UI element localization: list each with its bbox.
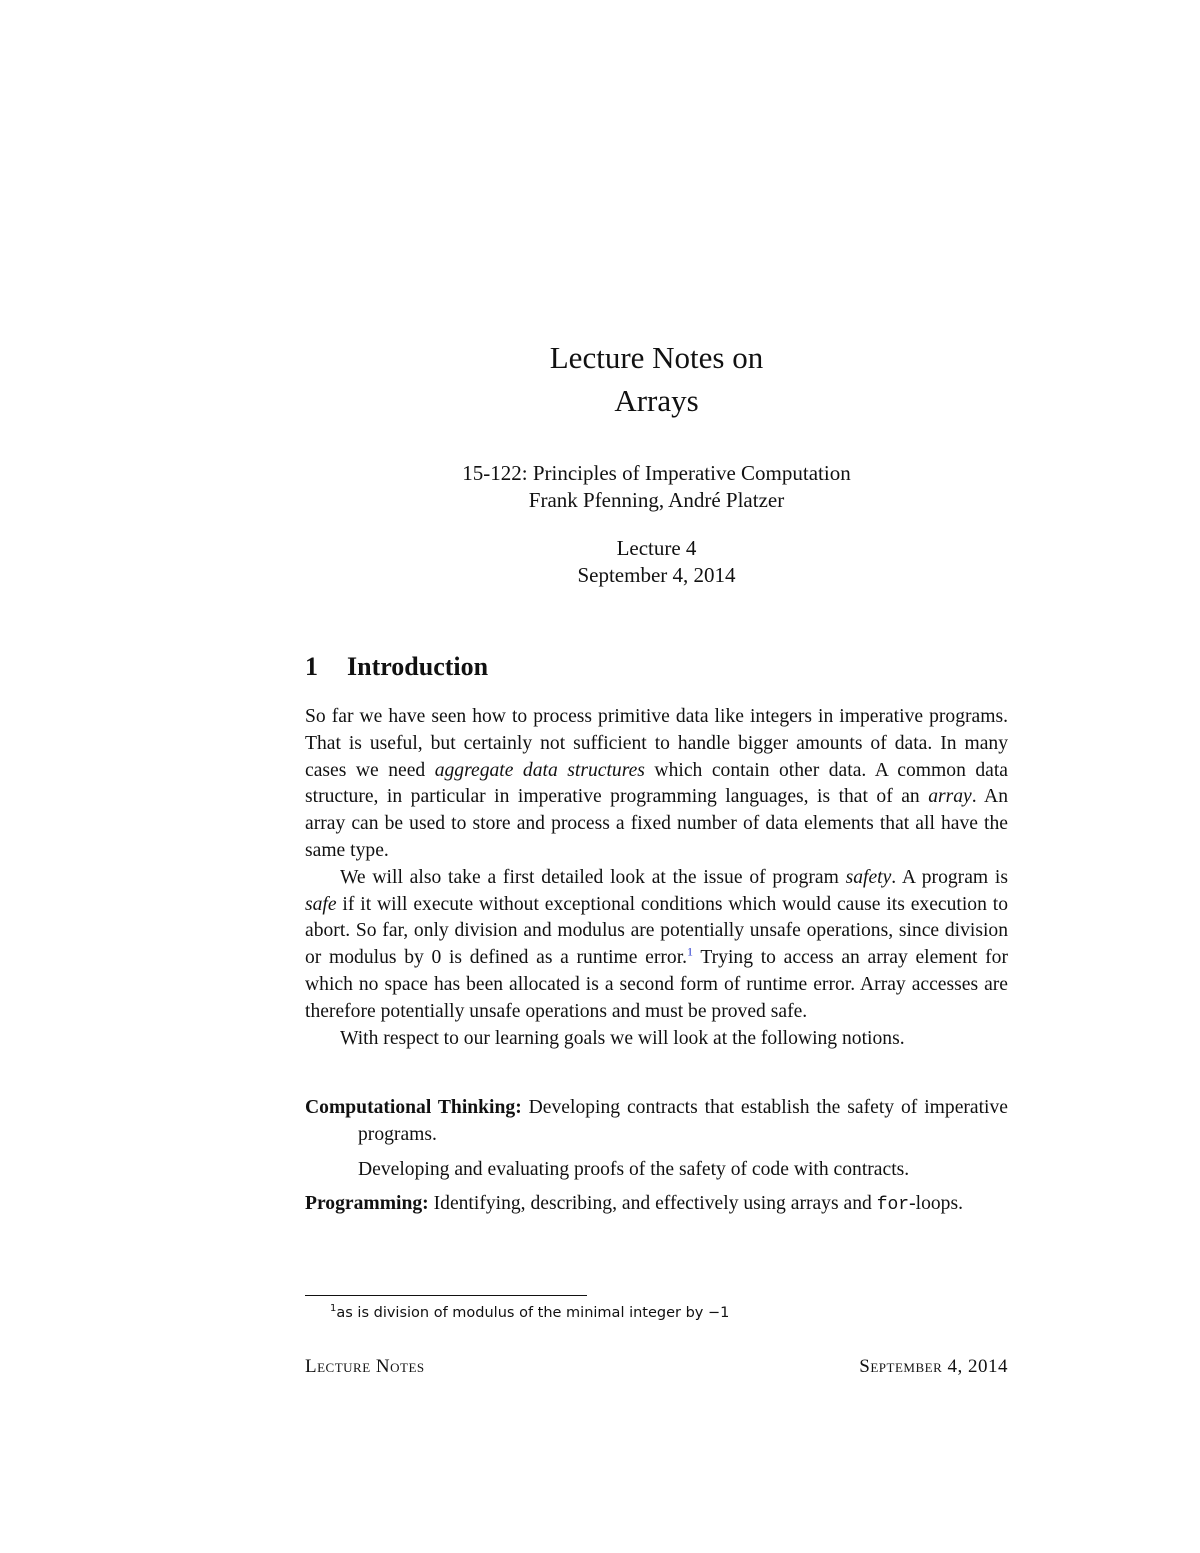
p1-emphasis-aggregate: aggregate data structures (434, 759, 645, 781)
goal-prog-line (305, 1191, 1008, 1219)
paragraph-1 (305, 704, 1008, 865)
paragraph-3: With respect to our learning goals we will look at the following notions. (340, 1027, 905, 1049)
document-title (305, 336, 1008, 422)
lecture-info (305, 535, 1008, 589)
footnote (330, 1299, 729, 1323)
course-info (305, 460, 1008, 514)
goal-ct-text-2: Developing and evaluating proofs of the safety of code with contracts. (358, 1158, 910, 1180)
section-number: 1 (305, 652, 318, 681)
p1-text-a: So far we have seen how to process primitive data like integers in imperative programs. That is useful, but certainly not sufficient to handle bigger amounts of data. In many cases we need (305, 706, 1008, 781)
goal-programming (305, 1191, 1008, 1219)
authors: Frank Pfenning, André Platzer (528, 488, 785, 512)
goal-prog-text-b: -loops. (909, 1193, 963, 1215)
p2-text-d: Trying to access an array element for which no space has been allocated is a second form of runtime error. Array accesses are therefore potentially unsafe operations and must be proved safe. (305, 947, 1008, 1022)
section-title: Introduction (347, 652, 489, 681)
p2-text-a: We will also take a first detailed look at the issue of program (340, 866, 846, 888)
goal-ct-line (305, 1095, 1008, 1149)
p1-text-c: . An array can be used to store and process a fixed number of data elements that all have the same type. (305, 786, 1008, 861)
p1-text-b: which contain other data. A common data structure, in particular in imperative programming languages, is that of an (305, 759, 1009, 808)
footnote-mark: 1 (330, 1303, 337, 1314)
goal-prog-term: Programming: (305, 1193, 429, 1215)
footnote-divider (305, 1295, 587, 1296)
learning-goals-list (305, 1095, 1008, 1227)
footer-left: Lecture Notes (305, 1356, 425, 1377)
p2-emphasis-safety: safety (845, 866, 892, 888)
goal-prog-text-a: Identifying, describing, and effectively using arrays and (428, 1193, 877, 1215)
footer-right: September 4, 2014 (859, 1356, 1008, 1377)
p2-emphasis-safe: safe (305, 893, 337, 915)
p2-text-b: . A program is (891, 866, 1008, 888)
lecture-date: September 4, 2014 (577, 563, 736, 587)
footnote-link[interactable]: 1 (687, 944, 694, 959)
goal-computational-thinking (305, 1095, 1008, 1183)
lecture-number: Lecture 4 (616, 536, 697, 560)
p1-emphasis-array: array (928, 786, 972, 808)
p2-text-c: if it will execute without exceptional conditions which would cause its execution to abort. So far, only division and modulus are potentially unsafe operations, since division or modulus by 0 is defined as a runtime error. (305, 893, 1008, 969)
paragraph-2 (305, 865, 1008, 1026)
title-line-1: Lecture Notes on (549, 340, 764, 375)
goal-prog-code: for (876, 1195, 910, 1216)
footnote-text: as is division of modulus of the minimal integer by −1 (336, 1304, 730, 1321)
section-heading (305, 650, 488, 684)
body-text (305, 704, 1008, 1052)
goal-ct-text-1: Developing contracts that establish the safety of imperative programs. (358, 1097, 1008, 1145)
title-line-2: Arrays (614, 383, 699, 418)
goal-ct-term: Computational Thinking: (305, 1097, 522, 1118)
course-name: 15-122: Principles of Imperative Computation (462, 461, 851, 485)
